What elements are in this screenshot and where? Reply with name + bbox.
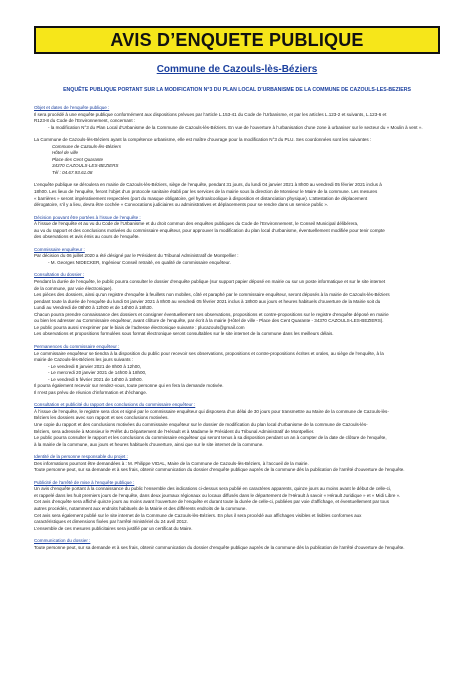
section-heading: Consultation et publicité du rapport des conclusions du commissaire enquêteur : bbox=[34, 402, 196, 408]
body-line: L’ensemble de ces mesures publicitaires sera justifié par un certificat du Maire. bbox=[34, 525, 193, 531]
body-line: au vu du rapport et des conclusions motivées du commissaire enquêteur, pour approuver la modification du plan local d’urbanisme, éventuellement modifiée pour tenir compte bbox=[34, 227, 385, 233]
body-line: Un avis d’enquête portant à la connaissance du public l’ensemble des indications ci-dessus sera publié en caractères apparents, quinze jours au moins avant le début de celle-ci, bbox=[34, 486, 392, 492]
section-heading: Permanences du commissaire enquêteur : bbox=[34, 343, 120, 349]
address-line: Place des Cent Quarante bbox=[52, 156, 104, 162]
body-line: Des informations pourront être demandées à : M. Philippe VIDAL, Maire de la Commune de Cazouls-lès-Béziers, à l’accueil de la mairie. bbox=[34, 460, 309, 466]
body-line: L’enquête publique se déroulera en mairie de Cazouls-lès-Béziers, siège de l’enquête, pendant 31 jours, du lundi 04 janvier 2021 à 8h00 au vendredi 05 février 2021 inclus à bbox=[34, 182, 382, 188]
body-line: La Commune de Cazouls-lès-Béziers ayant la compétence urbanisme, elle est maître d’ouvrage pour la modification N°3 du PLU. Ses coordonnées sont les suivantes : bbox=[34, 137, 372, 143]
section-gap bbox=[34, 551, 440, 557]
body-line: Béziers, sera adressée à Monsieur le Préfet du Département de l’Hérault et à Madame le Président du Tribunal Administratif de Montpellier. bbox=[34, 428, 315, 434]
body-line: Les observations et propositions formulées sous format électronique seront consultables sur le site internet de la commune dans les meilleurs délais. bbox=[34, 331, 334, 337]
body-line: Pendant la durée de l’enquête, le public pourra consulter le dossier d’enquête publique (sur support papier déposé en mairie ou sur un poste informatique et sur le site internet bbox=[34, 279, 386, 285]
body-line: À l’issue de l’enquête, le registre sera clos et signé par le commissaire enquêteur qui disposera d’un délai de 30 jours pour transmettre au Maire de la commune de Cazouls-lès- bbox=[34, 408, 389, 414]
body-line: Il sera procédé à une enquête publique conformément aux dispositions prévues par l’article L.153-41 du Code de l’Urbanisme, et par les articles L.123-2 et suivants, L.123-6 et bbox=[34, 111, 387, 117]
notice-subject: ENQUÊTE PUBLIQUE PORTANT SUR LA MODIFICATION N°3 DU PLAN LOCAL D’URBANISME DE LA COMMUNE DE CAZOULS-LES-BEZIERS bbox=[63, 87, 411, 93]
section-heading: Commissaire enquêteur : bbox=[34, 246, 85, 252]
body-line: Cet avis d’enquête sera affiché quinze jours au moins avant l’ouverture de l’enquête et durant toute la durée de celle-ci, publiées par voie d’affichage, et éventuellement par tous bbox=[34, 499, 389, 505]
address-line: Tél : 04.67.93.61.08 bbox=[52, 169, 93, 175]
body-line: et rappelé dans les huit premiers jours de l’enquête, dans deux journaux régionaux ou locaux diffusés dans le département de l’Hérault à savoir « Hérault Juridique » et « Midi Libre ». bbox=[34, 492, 401, 498]
page-title: AVIS D’ENQUETE PUBLIQUE bbox=[110, 29, 364, 50]
body-line: Toute personne peut, sur sa demande et à ses frais, obtenir communication du dossier d’enquête publique auprès de la commune dès la publication de l’arrêté d’ouverture de l’enquête. bbox=[34, 467, 405, 473]
notice-body bbox=[34, 105, 440, 557]
body-line: Lundi au Vendredi de 08h00 à 12h00 et de 14h00 à 18h30. bbox=[34, 305, 153, 311]
body-line: « barrières » seront impérativement respectées (port du masque obligatoire, gel hydroalcoolique à disposition et distanciation physique). L’attestation de déplacement bbox=[34, 195, 368, 201]
body-line: Une copie du rapport et des conclusions motivées du commissaire enquêteur sur le dossier de modification du plan local d’urbanisme de la commune de Cazouls-lès- bbox=[34, 421, 368, 427]
section-heading: Consultation du dossier : bbox=[34, 272, 85, 278]
body-line: Il pourra également recevoir sur rendez-vous, toute personne qui en fera la demande motivée. bbox=[34, 383, 224, 389]
address-line: Hôtel de ville bbox=[52, 150, 79, 156]
commune-name: Commune de Cazouls-lès-Béziers bbox=[156, 64, 318, 75]
body-line: de la commune, par voie électronique). bbox=[34, 285, 113, 291]
address-line: 34370 CAZOULS-LES-BEZIERS bbox=[52, 163, 119, 169]
list-item: - Le vendredi 5 février 2021 de 14h00 à 18h00. bbox=[48, 376, 143, 382]
body-line: À l’issue de l’enquête et au vu du Code de l’Urbanisme et du droit commun des enquêtes publiques du Code de l’Environnement, le Conseil Municipal délibérera, bbox=[34, 221, 359, 227]
body-line: 18h00. Les lieux de l’enquête, feront l’objet d’un protocole sanitaire établi par les services de la mairie sous la direction de Monsieur le Maire de la commune. Les mesures bbox=[34, 189, 378, 195]
list-item: - Le vendredi 8 janvier 2021 de 8h00 à 12h00, bbox=[48, 363, 142, 369]
address-line: Commune de Cazouls-lès-Béziers bbox=[52, 143, 121, 149]
body-line: Béziers les dossiers avec son rapport et ses conclusions motivées. bbox=[34, 415, 169, 421]
section-heading: Objet et dates de l’enquête publique : bbox=[34, 105, 110, 110]
section-heading: Publicité de l’arrêté de mise à l’enquête publique : bbox=[34, 479, 135, 485]
body-line: ou bien les adresser au Commissaire enquêteur, avant clôture de l’enquête, par écrit à la mairie (Hôtel de ville - Place des Cent Quarante - 34370 CAZOULS-LES-BEZIERS). bbox=[34, 318, 384, 324]
body-line: Le public pourra aussi s’exprimer par le biais de l’adresse électronique suivante : plucazouls@gmail.com bbox=[34, 324, 245, 330]
notice-page bbox=[0, 26, 474, 696]
body-line: Cet avis sera également publié sur le site internet de la Commune de Cazouls-lès-Béziers. En plus il sera procédé aux affichages visibles et lisibles conformes aux bbox=[34, 512, 362, 518]
body-line: Par décision du 06 juillet 2020 a été désigné par le Président du Tribunal Administratif de Montpellier : bbox=[34, 253, 239, 259]
body-line: Le commissaire enquêteur se tiendra à la disposition du public pour recevoir ses observations, propositions et contre-propositions écrites et orales, au siège de l’enquête, à la bbox=[34, 350, 384, 356]
body-line: Il n’est pas prévu de réunion d’information et d’échange. bbox=[34, 389, 147, 395]
body-line: à la mairie de la commune, aux jours et heures habituels d’ouverture, ainsi que sur le site internet de la commune. bbox=[34, 441, 264, 447]
body-line: R123-8 du Code de l’Environnement, concernant : bbox=[34, 118, 136, 124]
section-heading: Communication du dossier : bbox=[34, 538, 91, 544]
body-line: caractéristiques et dimensions fixées par l’arrêté ministériel du 24 avril 2012. bbox=[34, 519, 188, 525]
section-heading: Identité de la personne responsable du projet : bbox=[34, 454, 128, 460]
body-line: pendant toute la durée de l’enquête du lundi 04 janvier 2021 à 8h00 au vendredi 05 février 2021 inclus à 18h00 aux jours et heures habituels d’ouverture de la Mairie soit du bbox=[34, 298, 381, 304]
body-line: autres procédés, notamment aux endroits habituels de la Mairie et des différents endroits de la commune. bbox=[34, 505, 247, 511]
body-line: Toute personne peut, sur sa demande et à ses frais, obtenir communication du dossier d’enquête publique auprès de la commune dès la publication de l’arrêté d’ouverture de l’enquête. bbox=[34, 544, 405, 550]
body-line: des observations et avis émis au cours de l’enquête. bbox=[34, 234, 140, 240]
body-line: Chacun pourra prendre connaissance des dossiers et consigner éventuellement ses observations, propositions et contre-propositions sur le registre d’enquête déposé en mairie bbox=[34, 311, 389, 317]
body-line: Les pièces des dossiers, ainsi qu’un registre d’enquête à feuillets non mobiles, côté et paraphé par le commissaire enquêteur, seront déposés à la mairie de Cazouls-lès-Béziers bbox=[34, 292, 390, 298]
body-line: mairie de Cazouls-lès-Béziers les jours suivants : bbox=[34, 357, 134, 363]
list-item: - la modification N°3 du Plan Local d’Urbanisme de la Commune de Cazouls-lès-Béziers. En vue de l’ouverture à l’urbanisation d’une zone à urbaniser sur le secteur du « Moulin à vent ». bbox=[48, 124, 423, 130]
body-line: dérogatoire, s’il y a lieu, devra être cochée « Convocations judiciaires ou administratives et déplacements pour se rendre dans un service public ». bbox=[34, 202, 329, 208]
list-item: - Le mercredi 20 janvier 2021 de 14h00 à 18h00, bbox=[48, 370, 147, 376]
section-heading: Décision pouvant être portées à l’issue de l’enquête : bbox=[34, 214, 141, 220]
body-line: Le public pourra consulter le rapport et les conclusions du commissaire enquêteur qui seront tenus à sa disposition pendant un an à compter de la date de clôture de l’enquête, bbox=[34, 435, 387, 441]
list-item: - M. Georges NIDECKER, Ingénieur Conseil retraité, en qualité de commissaire enquêteur. bbox=[48, 259, 231, 265]
title-banner bbox=[34, 26, 440, 54]
